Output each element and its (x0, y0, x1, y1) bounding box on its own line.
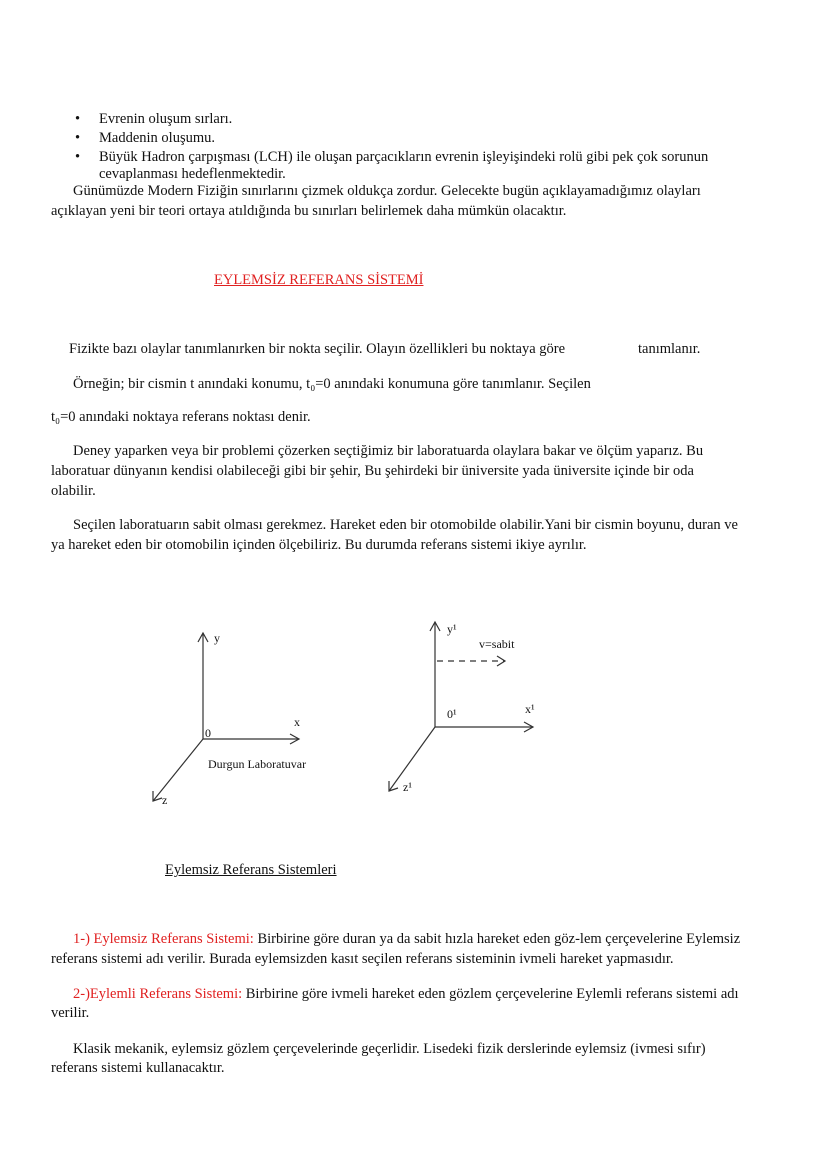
resting-frame-axes (153, 633, 299, 801)
paragraph-line: Örneğin; bir cismin t anındaki konumu, t₀=0 anındaki konumuna göre tanımlanır. Seçilen (73, 376, 591, 392)
reference-frames-figure (0, 600, 828, 820)
intro-line: açıklayan yeni bir teori ortaya atıldığında bu sınırları belirlemek daha mümkün olacaktır. (51, 203, 567, 219)
figure-caption: Eylemsiz Referans Sistemleri (165, 862, 337, 878)
resting-lab-caption: Durgun Laboratuvar (208, 757, 307, 771)
paragraph-line: referans sistemi kullanacaktır. (51, 1060, 225, 1076)
paragraph-line: laboratuar dünyanın kendisi olabileceği gibi bir şehir, Bu şehirdeki bir üniversite yada üniversite içinde bir oda (51, 463, 694, 479)
paragraph-line: Fizikte bazı olaylar tanımlanırken bir nokta seçilir. Olayın özellikleri bu noktaya göre (69, 341, 566, 357)
bullet-item: • Evrenin oluşum sırları. (99, 111, 232, 128)
origin-label: 0 (205, 726, 211, 740)
definition-line (73, 986, 739, 1003)
z-prime-label: z¹ (403, 780, 412, 794)
paragraph-line: tanımlanır. (638, 341, 701, 357)
definition-text: Birbirine göre ivmeli hareket eden gözlem çerçevelerine Eylemli referans sistemi adı (242, 986, 739, 1002)
intro-line: Günümüzde Modern Fiziğin sınırlarını çizmek oldukça zordur. Gelecekte bugün açıklayamadığımız olayları (73, 183, 701, 199)
y-prime-label: y¹ (447, 622, 457, 636)
paragraph-line: t₀=0 anındaki noktaya referans noktası denir. (51, 409, 311, 425)
z-axis-label: z (162, 793, 168, 807)
definition-line: verilir. (51, 1005, 90, 1021)
x-prime-label: x¹ (525, 702, 535, 716)
definition-term: 1-) Eylemsiz Referans Sistemi: (73, 931, 254, 947)
origin-prime-label: 0¹ (447, 707, 457, 721)
y-axis-label: y (214, 631, 220, 645)
velocity-label: v=sabit (479, 637, 515, 651)
definition-line (73, 931, 740, 948)
paragraph-line: Seçilen laboratuarın sabit olması gerekmez. Hareket eden bir otomobilde olabilir.Yani bir cismin boyunu, duran ve (73, 517, 738, 533)
paragraph-line: ya hareket eden bir otomobilin içinden ölçebiliriz. Bu durumda referans sistemi ikiye ayrılır. (51, 537, 587, 553)
definition-text: Birbirine göre duran ya da sabit hızla hareket eden göz-lem çerçevelerine Eylemsiz (253, 931, 741, 947)
definition-line: referans sistemi adı verilir. Burada eylemsizden kasıt seçilen referans sisteminin ivmeli hareket yapmasıdır. (51, 951, 674, 967)
paragraph-line: Klasik mekanik, eylemsiz gözlem çerçevelerinde geçerlidir. Lisedeki fizik derslerinde eylemsiz (ivmesi sıfır) (73, 1041, 706, 1057)
definition-term: 2-)Eylemli Referans Sistemi: (73, 986, 243, 1002)
bullet-item: • Büyük Hadron çarpışması (LCH) ile oluşan parçacıkların evrenin işleyişindeki rolü gibi pek çok sorunun (99, 149, 708, 166)
bullet-item: • Maddenin oluşumu. (99, 130, 215, 147)
paragraph-line: olabilir. (51, 483, 96, 499)
x-axis-label: x (294, 715, 300, 729)
bullet-continuation: cevaplanması hedeflenmektedir. (99, 166, 286, 182)
section-heading: EYLEMSİZ REFERANS SİSTEMİ (214, 272, 424, 288)
paragraph-line: Deney yaparken veya bir problemi çözerken seçtiğimiz bir laboratuarda olaylara bakar ve ölçüm yaparız. Bu (73, 443, 704, 459)
